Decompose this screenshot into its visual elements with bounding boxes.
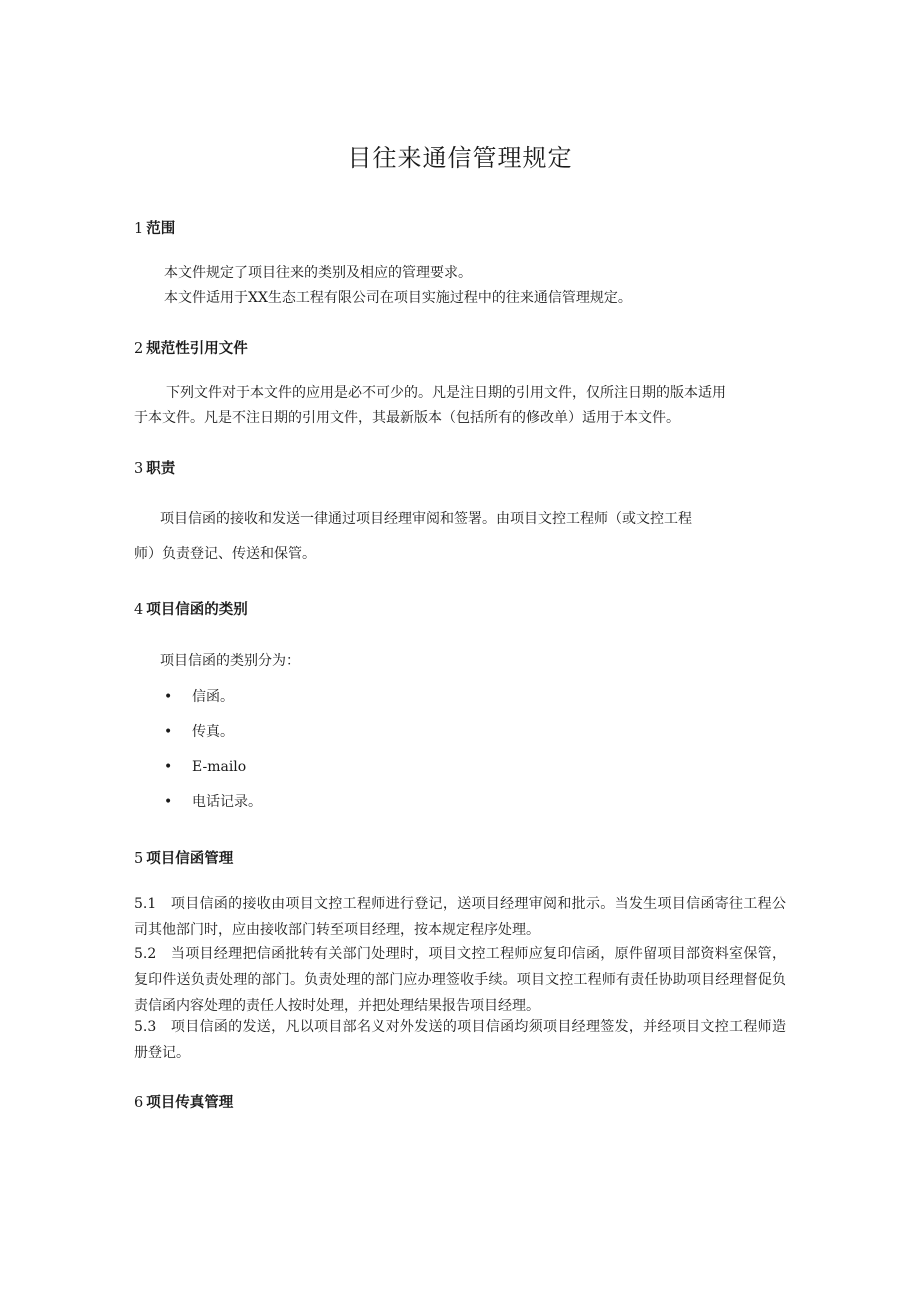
list-item-text: 电话记录。 [192, 794, 262, 810]
list-item [164, 757, 246, 777]
list-item-text: 传真。 [192, 724, 234, 740]
section-3-line-1: 项目信函的接收和发送一律通过项目经理审阅和签署。由项目文控工程师（或文控工程 [160, 511, 692, 527]
section-2-title: 规范性引用文件 [146, 341, 248, 357]
list-item [164, 792, 262, 812]
section-2-line-2: 于本文件。凡是不注日期的引用文件，其最新版本（包括所有的修改单）适用于本文件。 [134, 410, 680, 426]
clause-5-2: 5.2 当项目经理把信函批转有关部门处理时，项目文控工程师应复印信函，原件留项目部资料室保管，复印件送负责处理的部门。负责处理的部门应办理签收手续。项目文控工程师有责任协助项目经理督促负责信函内容处理的责任人按时处理，并把处理结果报告项目经理。 [134, 946, 786, 1014]
list-item-text: 信函。 [192, 689, 234, 705]
clause-5-3: 5.3 项目信函的发送，凡以项目部名义对外发送的项目信函均须项目经理签发，并经项目文控工程师造册登记。 [134, 1019, 786, 1061]
section-4-intro: 项目信函的类别分为： [160, 653, 300, 669]
document-title: 目往来通信管理规定 [347, 144, 573, 172]
section-4-number: 4 [134, 602, 144, 618]
section-6-number: 6 [134, 1095, 144, 1111]
section-6-title: 项目传真管理 [146, 1095, 234, 1111]
section-5-number: 5 [134, 851, 144, 867]
section-3-number: 3 [134, 461, 144, 477]
section-1-line-2: 本文件适用于XX生态工程有限公司在项目实施过程中的往来通信管理规定。 [164, 290, 632, 306]
list-item-text: E-mailo [192, 759, 247, 775]
clause-5-1: 5.1 项目信函的接收由项目文控工程师进行登记，送项目经理审阅和批示。当发生项目信函寄往工程公司其他部门时，应由接收部门转至项目经理，按本规定程序处理。 [134, 896, 786, 938]
bullet-icon: • [164, 794, 173, 810]
section-5-heading [134, 847, 233, 868]
section-3-title: 职责 [146, 461, 176, 477]
list-item [164, 687, 234, 707]
section-2-number: 2 [134, 341, 144, 357]
section-3-heading [134, 457, 175, 478]
section-4-title: 项目信函的类别 [146, 602, 248, 618]
bullet-icon: • [164, 724, 173, 740]
section-1-line-1: 本文件规定了项目往来的类别及相应的管理要求。 [164, 265, 472, 281]
section-2-heading [134, 337, 248, 358]
list-item [164, 722, 234, 742]
bullet-icon: • [164, 759, 173, 775]
section-1-number: 1 [134, 221, 144, 237]
section-3-line-2: 师）负责登记、传送和保管。 [134, 546, 316, 562]
bullet-icon: • [164, 689, 173, 705]
section-5-title: 项目信函管理 [146, 851, 234, 867]
section-1-title: 范围 [146, 221, 176, 237]
section-6-heading [134, 1091, 233, 1112]
section-2-line-1: 下列文件对于本文件的应用是必不可少的。凡是注日期的引用文件，仅所注日期的版本适用 [166, 385, 726, 401]
section-4-heading [134, 598, 248, 619]
section-1-heading [134, 217, 175, 238]
